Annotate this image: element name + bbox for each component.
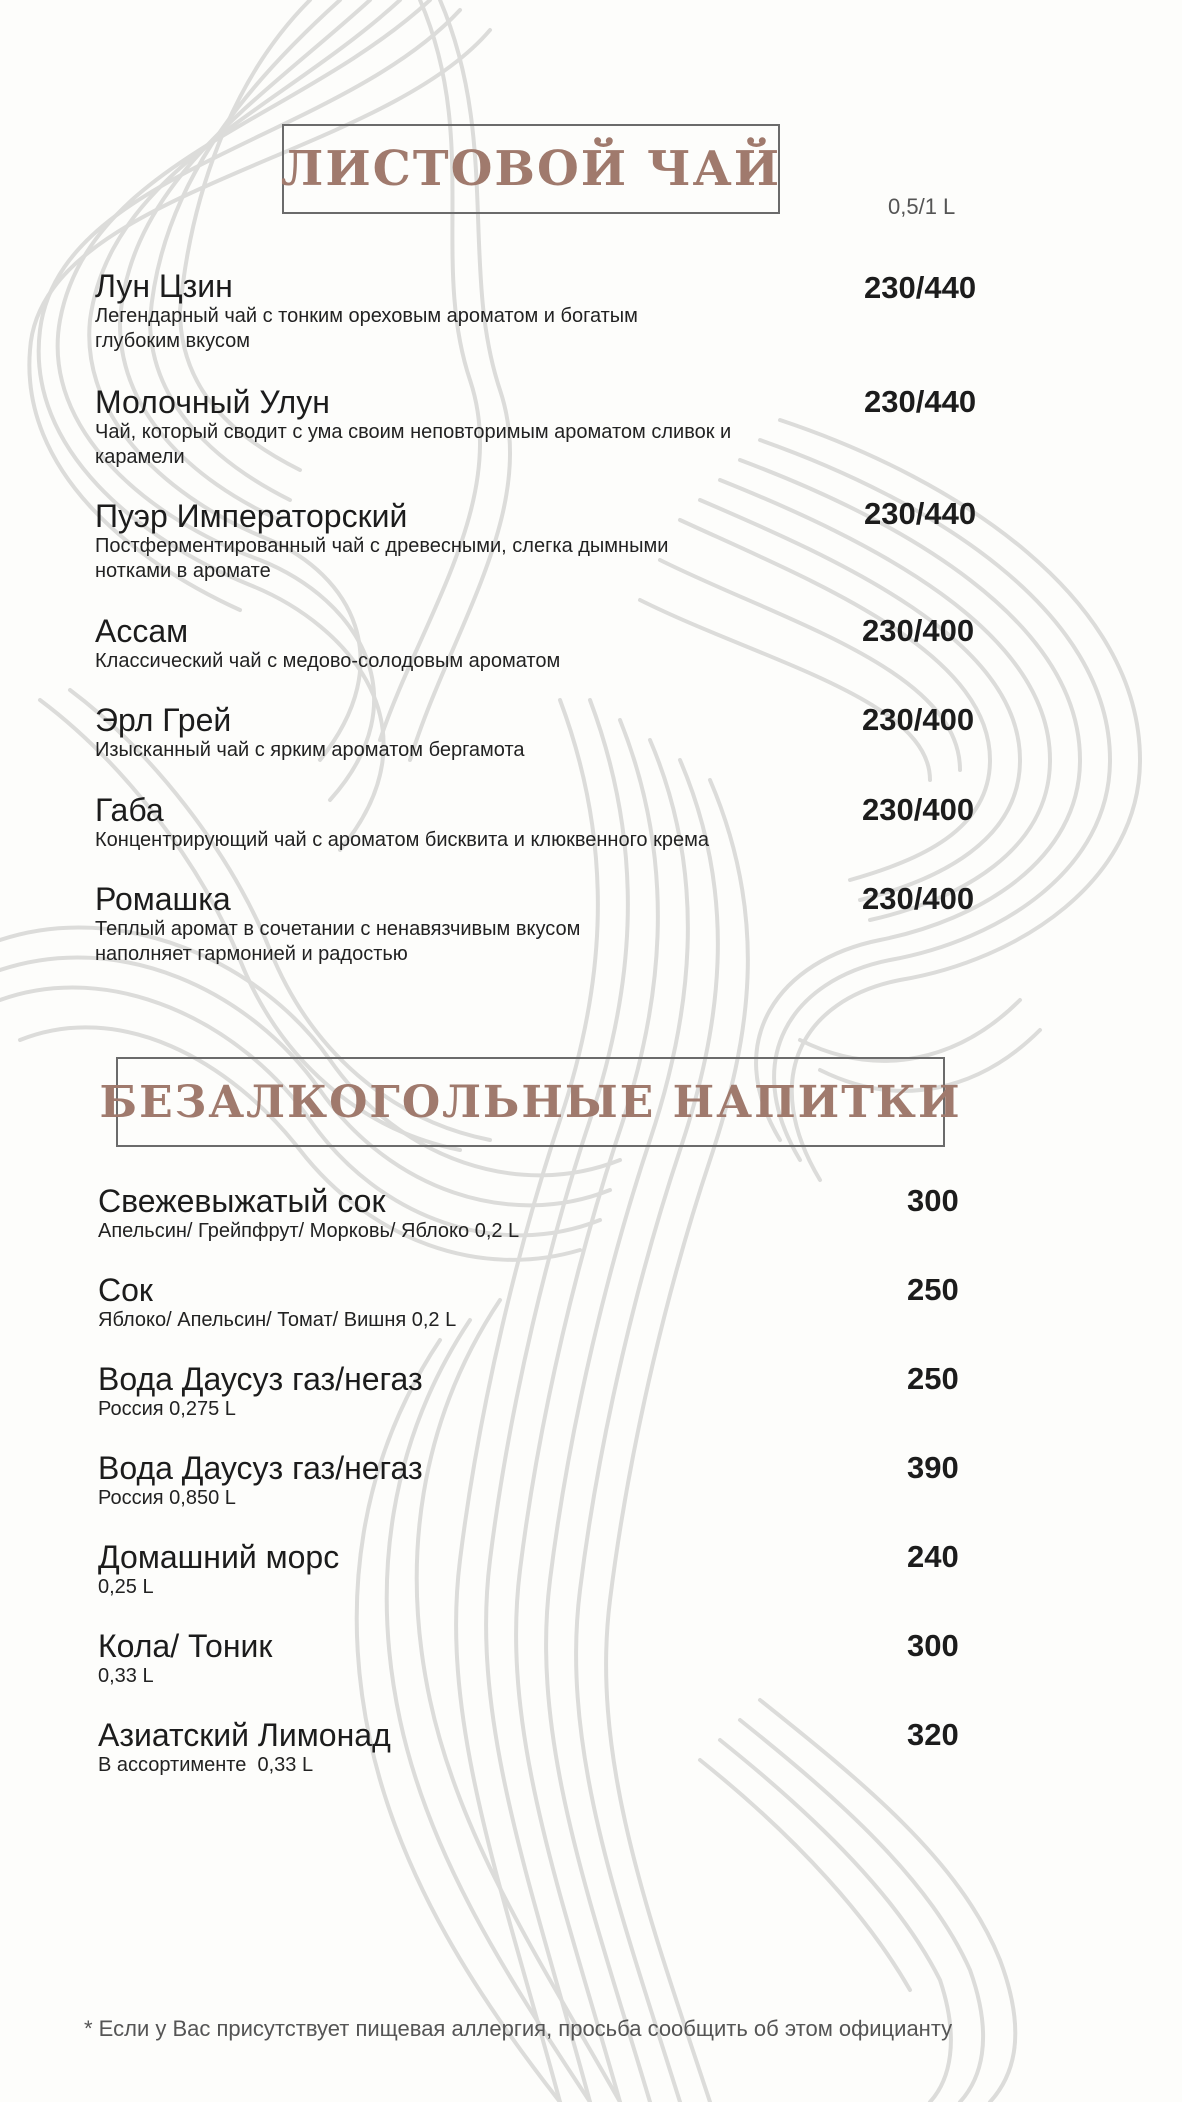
- volume-note: 0,5/1 L: [888, 194, 956, 219]
- drink-item-description: В ассортименте 0,33 L: [98, 1754, 314, 1776]
- tea-item-description: Классический чай с медово-солодовым ароматом: [95, 650, 561, 672]
- tea-item-name: Пуэр Императорский: [95, 498, 408, 534]
- drink-item-name: Кола/ Тоник: [98, 1628, 273, 1664]
- drink-item-description: Апельсин/ Грейпфрут/ Морковь/ Яблоко 0,2 L: [98, 1220, 520, 1242]
- drink-item-name: Вода Даусуз газ/негаз: [98, 1361, 423, 1397]
- drink-item-price: 390: [907, 1450, 959, 1485]
- drink-item-description: Россия 0,850 L: [98, 1487, 236, 1509]
- tea-item-description: Теплый аромат в сочетании с ненавязчивым вкусом наполняет гармонией и радостью: [95, 918, 581, 965]
- allergy-footnote: * Если у Вас присутствует пищевая аллергия, просьба сообщить об этом официанту: [84, 2016, 953, 2041]
- tea-section-title-box: [282, 124, 780, 214]
- tea-item-name: Габа: [95, 792, 164, 828]
- tea-item-name: Ромашка: [95, 881, 231, 917]
- tea-item-description: Концентрирующий чай с ароматом бисквита и клюквенного крема: [95, 829, 709, 851]
- drink-item-name: Свежевыжатый сок: [98, 1183, 386, 1219]
- tea-item-description: Легендарный чай с тонким ореховым ароматом и богатым глубоким вкусом: [95, 305, 638, 352]
- tea-item-price: 230/440: [864, 496, 977, 531]
- drink-item-price: 250: [907, 1272, 959, 1307]
- drink-item-name: Сок: [98, 1272, 153, 1308]
- drink-item-price: 300: [907, 1628, 959, 1663]
- tea-section-title: ЛИСТОВОЙ ЧАЙ: [280, 141, 782, 197]
- tea-item-price: 230/400: [862, 702, 975, 737]
- tea-item-description: Постферментированный чай с древесными, слегка дымными нотками в аромате: [95, 535, 669, 582]
- tea-item-price: 230/440: [864, 384, 977, 419]
- tea-item-price: 230/400: [862, 881, 975, 916]
- drink-item-price: 240: [907, 1539, 959, 1574]
- tea-item-name: Молочный Улун: [95, 384, 330, 420]
- drink-item-name: Домашний морс: [98, 1539, 340, 1575]
- tea-item-name: Ассам: [95, 613, 189, 649]
- tea-item-price: 230/400: [862, 792, 975, 827]
- drinks-section-title-box: [99, 1057, 962, 1147]
- drink-item-description: 0,33 L: [98, 1665, 154, 1687]
- drinks-section-title: БЕЗАЛКОГОЛЬНЫЕ НАПИТКИ: [99, 1076, 962, 1128]
- tea-item-name: Лун Цзин: [95, 268, 233, 304]
- drink-item-description: Яблоко/ Апельсин/ Томат/ Вишня 0,2 L: [98, 1309, 457, 1331]
- tea-item-name: Эрл Грей: [95, 702, 232, 738]
- drink-item-price: 300: [907, 1183, 959, 1218]
- tea-item-description: Чай, который сводит с ума своим неповторимым ароматом сливок и карамели: [95, 421, 732, 468]
- drink-item-description: Россия 0,275 L: [98, 1398, 236, 1420]
- drink-item-name: Вода Даусуз газ/негаз: [98, 1450, 423, 1486]
- drink-item-price: 250: [907, 1361, 959, 1396]
- drink-item-name: Азиатский Лимонад: [98, 1717, 391, 1753]
- drink-item-description: 0,25 L: [98, 1576, 154, 1598]
- tea-item-price: 230/400: [862, 613, 975, 648]
- drink-item-price: 320: [907, 1717, 959, 1752]
- tea-item-price: 230/440: [864, 270, 977, 305]
- tea-item-description: Изысканный чай с ярким ароматом бергамота: [95, 739, 525, 761]
